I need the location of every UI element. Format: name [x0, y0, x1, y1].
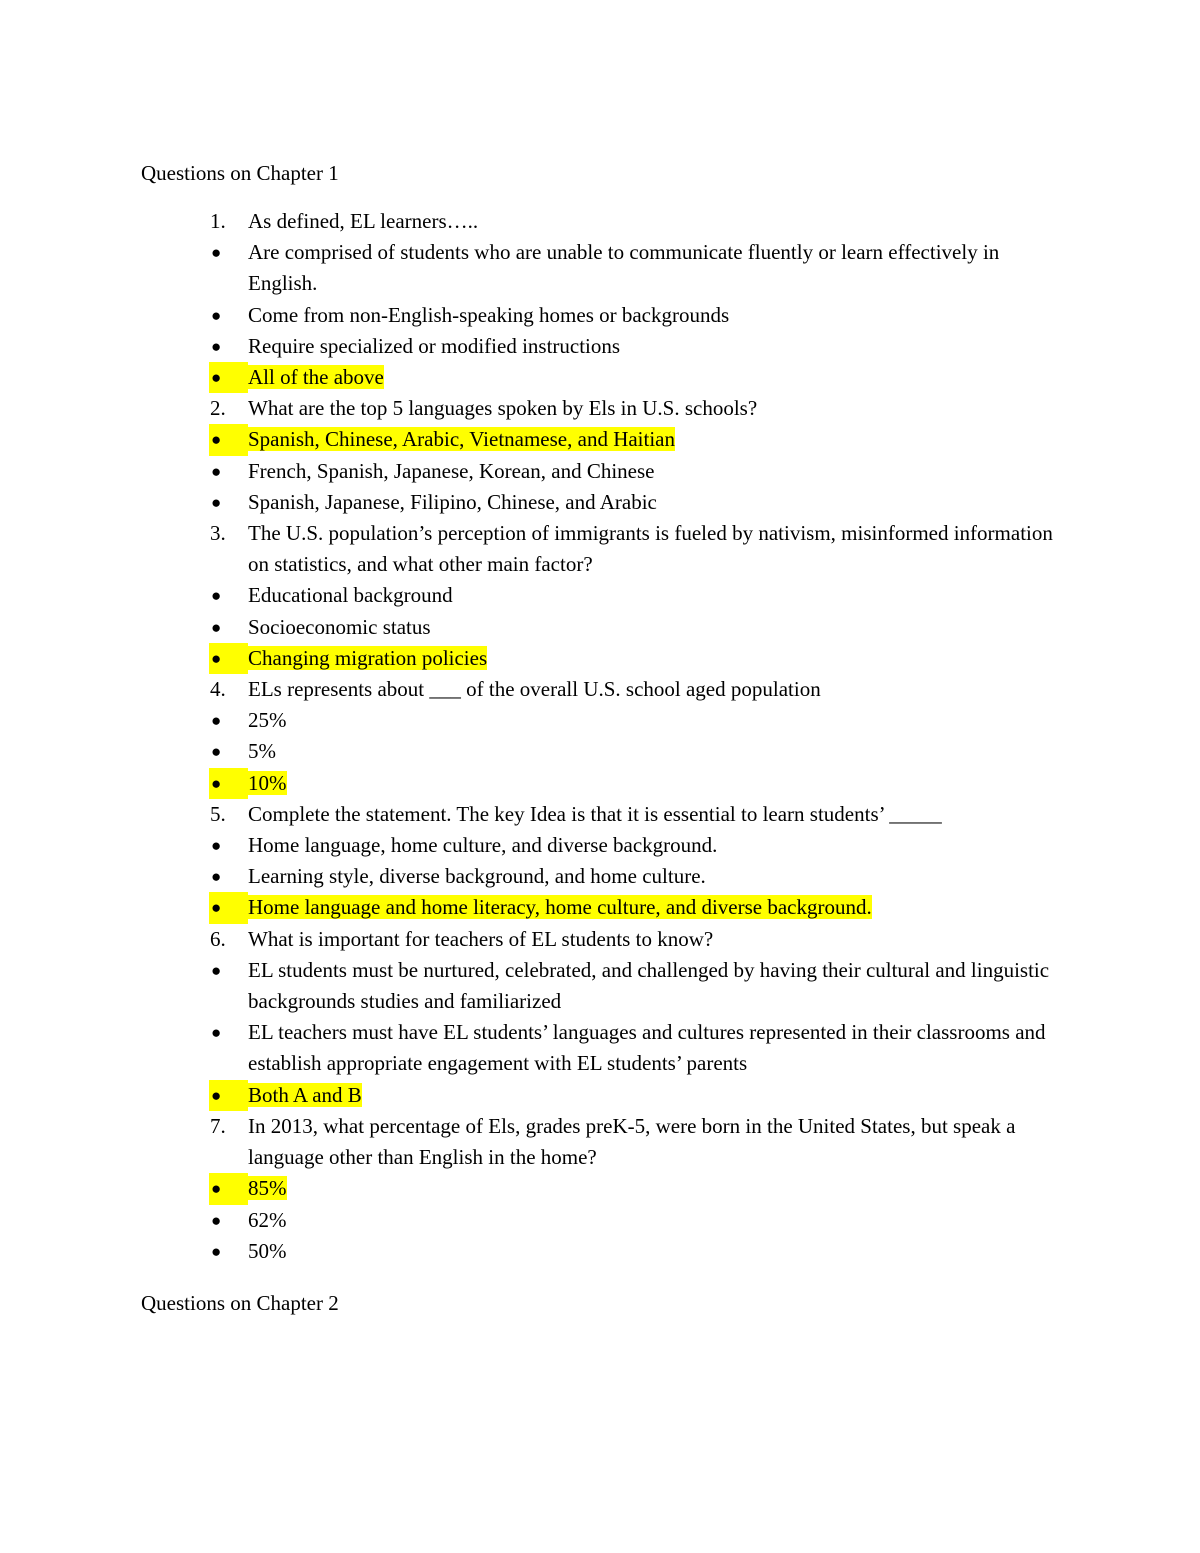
question-text: As defined, EL learners….. [248, 209, 479, 233]
answer-option-wrapper [248, 1080, 1058, 1111]
question-number: 7. [210, 1113, 226, 1138]
bullet-icon: ● [209, 1080, 248, 1111]
answer-option-wrapper [248, 768, 1058, 799]
bullet-icon: ● [209, 643, 248, 674]
answer-option-wrapper [248, 1236, 1058, 1267]
answer-option-text: 25% [248, 708, 287, 733]
answer-option-wrapper [248, 830, 1058, 861]
bullet-icon: ● [211, 1023, 222, 1043]
answer-option [0, 861, 1200, 892]
question-item [0, 924, 1200, 955]
answer-option-text: EL teachers must have EL students’ languages and cultures represented in their classrooms and establish appropriate engagement with EL students’ parents [248, 1020, 1046, 1076]
answer-option-wrapper [248, 736, 1058, 767]
answer-option-text: Educational background [248, 583, 453, 608]
question-item [0, 1111, 1200, 1173]
bullet-icon: ● [211, 617, 222, 637]
question-item [0, 674, 1200, 705]
answer-option-wrapper [248, 1205, 1058, 1236]
answer-option-wrapper [248, 300, 1058, 331]
answer-option [0, 487, 1200, 518]
answer-option-text: 85% [248, 1176, 287, 1201]
answer-option-text: Changing migration policies [248, 645, 488, 670]
bullet-icon: ● [209, 1173, 248, 1204]
question-text: Complete the statement. The key Idea is that it is essential to learn students’ _____ [248, 801, 942, 826]
answer-option-wrapper [248, 1017, 1058, 1079]
question-text: What are the top 5 languages spoken by Els in U.S. schools? [248, 396, 758, 421]
bullet-icon: ● [209, 424, 248, 455]
answer-option-wrapper [248, 362, 1058, 393]
answer-option-wrapper [248, 861, 1058, 892]
answer-option-text: Require specialized or modified instructions [248, 333, 621, 358]
answer-option [0, 736, 1200, 767]
answer-option [0, 1205, 1200, 1236]
answer-option-wrapper [248, 456, 1058, 487]
answer-option-wrapper [248, 331, 1058, 362]
answer-option-wrapper [248, 487, 1058, 518]
answer-option-wrapper [248, 580, 1058, 611]
answer-option-text: Are comprised of students who are unable to communicate fluently or learn effectively in English. [248, 240, 1000, 296]
question-item [0, 206, 1200, 237]
bullet-icon: ● [211, 836, 222, 856]
question-item [0, 393, 1200, 424]
bullet-icon: ● [211, 1210, 222, 1230]
answer-option-text: Home language and home literacy, home culture, and diverse background. [248, 895, 872, 920]
answer-option-text: Socioeconomic status [248, 614, 431, 639]
answer-option-highlighted [0, 362, 1200, 393]
bullet-icon: ● [211, 586, 222, 606]
answer-option [0, 456, 1200, 487]
question-number: 6. [210, 926, 226, 951]
answer-option-wrapper [248, 643, 1058, 674]
answer-option-text: Come from non-English-speaking homes or backgrounds [248, 302, 730, 327]
answer-option-wrapper [248, 1173, 1058, 1204]
bullet-icon: ● [209, 892, 248, 923]
answer-option-highlighted [0, 892, 1200, 923]
question-text: The U.S. population’s perception of immigrants is fueled by nativism, misinformed information on statistics, and what other main factor? [248, 521, 1053, 577]
answer-option-highlighted [0, 424, 1200, 455]
answer-option-text: Both A and B [248, 1082, 362, 1107]
answer-option-text: French, Spanish, Japanese, Korean, and Chinese [248, 458, 655, 483]
bullet-icon: ● [211, 867, 222, 887]
answer-option [0, 237, 1200, 299]
chapter-2-heading: Questions on Chapter 2 [141, 1291, 339, 1315]
answer-option [0, 331, 1200, 362]
answer-option-text: All of the above [248, 365, 384, 390]
answer-option [0, 830, 1200, 861]
question-list [0, 206, 1200, 1267]
answer-option [0, 1236, 1200, 1267]
answer-option-text: 62% [248, 1207, 287, 1232]
bullet-icon: ● [211, 305, 222, 325]
question-text: In 2013, what percentage of Els, grades preK-5, were born in the United States, but speak a language other than English in the home? [248, 1113, 1016, 1170]
answer-option-text: 10% [248, 770, 287, 795]
bullet-icon: ● [211, 336, 222, 356]
question-item [0, 799, 1200, 830]
bullet-icon: ● [211, 461, 222, 481]
question-item [0, 518, 1200, 580]
bullet-icon: ● [209, 362, 248, 393]
bullet-icon: ● [211, 243, 222, 263]
answer-option-wrapper [248, 424, 1058, 455]
answer-option [0, 705, 1200, 736]
question-number: 1. [210, 209, 226, 233]
bullet-icon: ● [211, 1241, 222, 1261]
answer-option-highlighted [0, 1173, 1200, 1204]
answer-option [0, 955, 1200, 1017]
question-number: 2. [210, 396, 226, 421]
bullet-icon: ● [209, 768, 248, 799]
question-number: 4. [210, 677, 226, 702]
answer-option-text: 50% [248, 1238, 287, 1263]
answer-option-text: Spanish, Chinese, Arabic, Vietnamese, and Haitian [248, 427, 676, 452]
answer-option-text: Home language, home culture, and diverse background. [248, 833, 718, 858]
bullet-icon: ● [211, 492, 222, 512]
question-text: What is important for teachers of EL students to know? [248, 926, 714, 951]
answer-option [0, 580, 1200, 611]
answer-option-text: Spanish, Japanese, Filipino, Chinese, and Arabic [248, 489, 657, 514]
answer-option [0, 300, 1200, 331]
answer-option-wrapper [248, 612, 1058, 643]
answer-option [0, 1017, 1200, 1079]
answer-option-highlighted [0, 1080, 1200, 1111]
bullet-icon: ● [211, 960, 222, 980]
answer-option-wrapper [248, 237, 1058, 299]
answer-option-highlighted [0, 643, 1200, 674]
answer-option [0, 612, 1200, 643]
answer-option-wrapper [248, 892, 1058, 923]
bullet-icon: ● [211, 711, 222, 731]
bullet-icon: ● [211, 742, 222, 762]
answer-option-wrapper [248, 955, 1058, 1017]
answer-option-text: Learning style, diverse background, and home culture. [248, 864, 706, 889]
answer-option-wrapper [248, 705, 1058, 736]
answer-option-text: 5% [248, 739, 276, 764]
question-number: 3. [210, 521, 226, 546]
question-number: 5. [210, 801, 226, 826]
answer-option-highlighted [0, 768, 1200, 799]
chapter-1-heading: Questions on Chapter 1 [141, 161, 339, 185]
question-text: ELs represents about ___ of the overall U.S. school aged population [248, 677, 821, 702]
answer-option-text: EL students must be nurtured, celebrated, and challenged by having their cultural and linguistic backgrounds studies and familiarized [248, 957, 1050, 1014]
